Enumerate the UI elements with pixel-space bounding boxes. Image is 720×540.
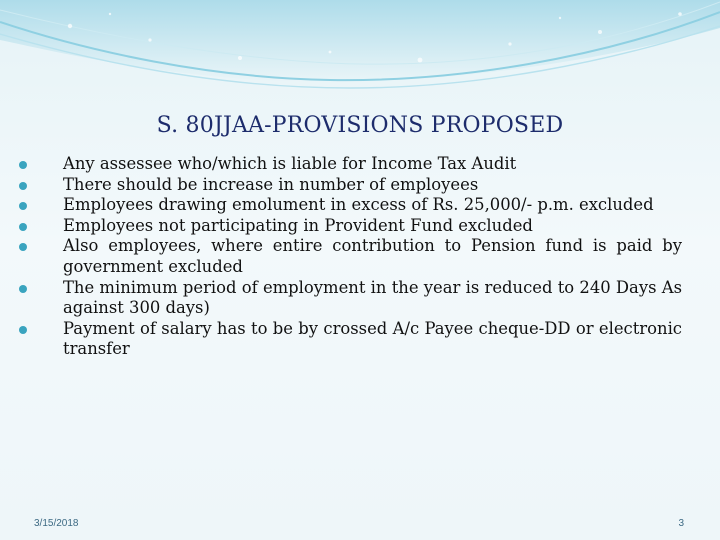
- bullet-item: [18, 319, 682, 360]
- bullet-list-container: [18, 154, 682, 360]
- bullet-list: [18, 154, 682, 360]
- slide-title: S. 80JJAA-PROVISIONS PROPOSED: [156, 113, 564, 138]
- bullet-item: [18, 278, 682, 319]
- bullet-text: There should be increase in number of employees: [63, 174, 479, 194]
- bullet-item: [18, 236, 682, 277]
- bullet-icon: [19, 326, 27, 334]
- page-number: 3: [678, 518, 684, 529]
- footer-date: 3/15/2018: [34, 518, 79, 529]
- bullet-item: [18, 175, 682, 196]
- bullet-icon: [19, 243, 27, 251]
- bullet-item: [18, 195, 682, 216]
- bullet-icon: [19, 202, 27, 210]
- bullet-text: Employees not participating in Provident Fund excluded: [63, 215, 533, 235]
- bullet-item: [18, 154, 682, 175]
- bullet-icon: [19, 223, 27, 231]
- bullet-text: The minimum period of employment in the year is reduced to 240 Days As against 300 days): [63, 277, 682, 318]
- bullet-text: Any assessee who/which is liable for Income Tax Audit: [63, 154, 517, 173]
- bullet-text: Employees drawing emolument in excess of Rs. 25,000/- p.m. excluded: [63, 195, 654, 215]
- bullet-text: Payment of salary has to be by crossed A/c Payee cheque-DD or electronic transfer: [63, 318, 682, 359]
- bullet-item: [18, 216, 682, 237]
- wave-decoration: [0, 0, 720, 110]
- bullet-icon: [19, 285, 27, 293]
- bullet-icon: [19, 161, 27, 169]
- bullet-text: Also employees, where entire contribution to Pension fund is paid by government excluded: [63, 236, 682, 276]
- bullet-icon: [19, 182, 27, 190]
